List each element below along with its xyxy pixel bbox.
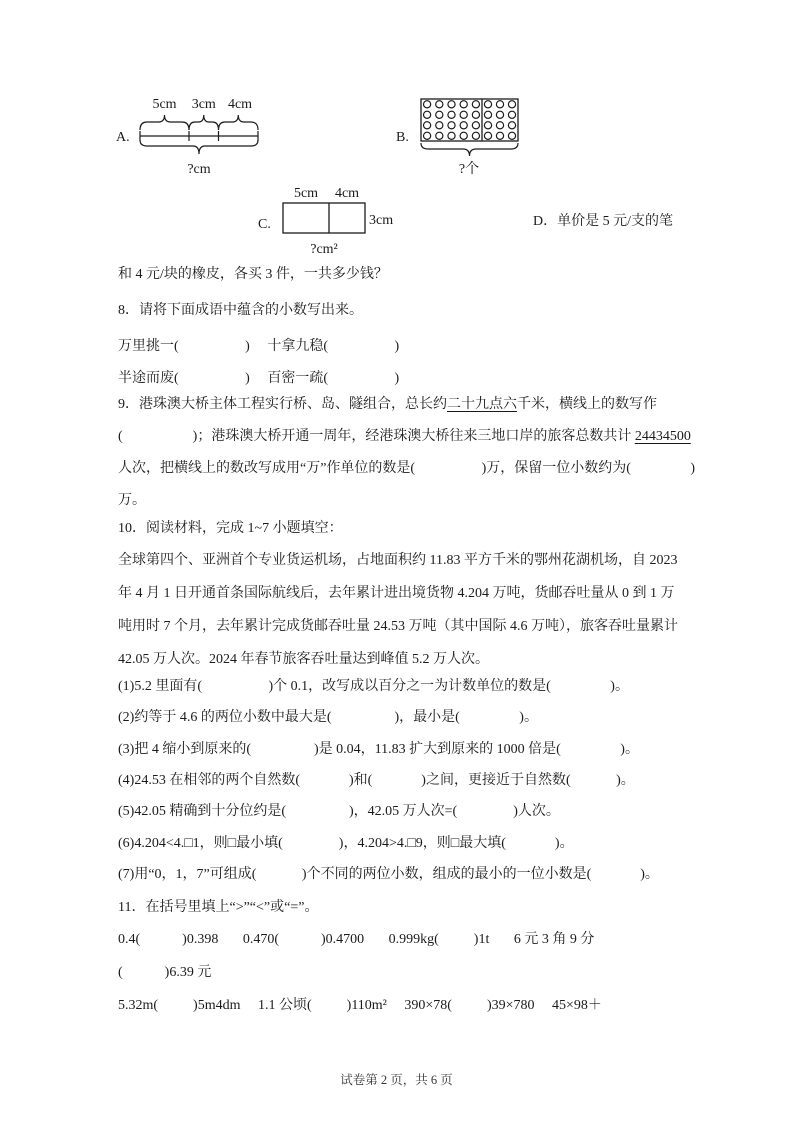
q8-idiom-row-1: 万里挑一( ) 十拿九稳( ) [118, 339, 400, 354]
optionB-count-brace [421, 143, 518, 156]
optionA-segment-label-3cm: 3cm [191, 97, 216, 112]
optionA-total-label: ?cm [187, 162, 211, 177]
grid-dot [436, 132, 443, 139]
grid-dot [484, 111, 491, 118]
grid-dot [484, 132, 491, 139]
q9-line-2 [118, 427, 691, 447]
grid-dot [460, 101, 467, 108]
grid-dot [424, 132, 431, 139]
q11-stem: 11．在括号里填上“>”“<”或“=”。 [118, 900, 319, 915]
q7-continuation-line: 和 4 元/块的橡皮，各买 3 件，一共多少钱？ [118, 267, 388, 282]
optionC-width-left-label: 5cm [293, 186, 319, 201]
q9-line-3: 人次，把横线上的数改写成用“万”作单位的数是( )万，保留一位小数约为( ) [118, 461, 696, 476]
optionA-brace-3cm [189, 115, 219, 130]
dot-grid-b [424, 101, 516, 140]
q9-underlined-words: 二十九点六 [447, 397, 517, 412]
q9-stem-text: 9．港珠澳大桥主体工程实行桥、岛、隧组合，总长约 [118, 397, 447, 412]
q9-stem-text-2: 千米，横线上的数写作 [517, 397, 657, 412]
optionD-text: D．单价是 5 元/支的笔 [533, 214, 673, 229]
grid-dot [496, 132, 503, 139]
q9-line-2-text: ( )；港珠澳大桥开通一周年，经港珠澳大桥往来三地口岸的旅客总数共计 [118, 429, 635, 444]
optionB-label: B. [396, 130, 409, 145]
grid-dot [424, 101, 431, 108]
grid-dot [424, 111, 431, 118]
grid-dot [436, 122, 443, 129]
grid-dot [424, 122, 431, 129]
grid-dot [496, 111, 503, 118]
grid-dot [448, 111, 455, 118]
q10-material-line-4: 42.05 万人次。2024 年春节旅客吞吐量达到峰值 5.2 万人次。 [118, 652, 489, 667]
grid-dot [508, 101, 515, 108]
grid-dot [448, 101, 455, 108]
grid-dot [508, 122, 515, 129]
q10-material-line-3: 吨用时 7 个月，去年累计完成货邮吞吐量 24.53 万吨（其中国际 4.6 万吨），旅客吞吐量累计 [118, 619, 678, 634]
q10-blank-5: (5)42.05 精确到十分位约是( )，42.05 万人次=( )人次。 [118, 804, 560, 819]
q10-material-line-2: 年 4 月 1 日开通首条国际航线后，去年累计进出境货物 4.204 万吨，货邮吞吐量从 0 到 1 万 [118, 586, 675, 601]
q10-blank-4: (4)24.53 在相邻的两个自然数( )和( )之间，更接近于自然数( )。 [118, 773, 635, 788]
optionC-label: C. [258, 217, 271, 232]
q10-stem: 10．阅读材料，完成 1~7 小题填空： [118, 521, 343, 536]
optionA-label: A. [116, 130, 130, 145]
q10-blank-3: (3)把 4 缩小到原来的( )是 0.04，11.83 扩大到原来的 1000 倍是( )。 [118, 742, 639, 757]
q10-blank-1: (1)5.2 里面有( )个 0.1，改写成以百分之一为计数单位的数是( )。 [118, 679, 629, 694]
optionB-diagram [388, 93, 533, 188]
q11-row-1: 0.4( )0.398 0.470( )0.4700 0.999kg( )1t 6 元 3 角 9 分 [118, 932, 595, 947]
q9-underlined-number: 24434500 [634, 429, 691, 444]
q8-idiom-row-2: 半途而废( ) 百密一疏( ) [118, 371, 400, 386]
grid-dot [472, 132, 479, 139]
optionC-box [283, 203, 365, 233]
optionA-segment-label-5cm: 5cm [152, 97, 177, 112]
grid-dot [460, 111, 467, 118]
grid-dot [472, 122, 479, 129]
q10-blank-2: (2)约等于 4.6 的两位小数中最大是( )，最小是( )。 [118, 710, 538, 725]
optionB-count-label: ?个 [458, 162, 480, 177]
optionA-brace-4cm [219, 115, 259, 130]
q10-material-line-1: 全球第四个、亚洲首个专业货运机场，占地面积约 11.83 平方千米的鄂州花湖机场，自 2023 [118, 553, 678, 568]
grid-dot [436, 101, 443, 108]
grid-dot [472, 101, 479, 108]
grid-dot [448, 132, 455, 139]
q11-row-2: ( )6.39 元 [118, 965, 212, 980]
grid-dot [484, 122, 491, 129]
page-footer: 试卷第 2 页，共 6 页 [340, 1073, 453, 1087]
q9-stem-line [118, 395, 657, 415]
grid-dot [448, 122, 455, 129]
grid-dot [460, 132, 467, 139]
optionA-diagram [114, 93, 289, 188]
optionA-segment-label-4cm: 4cm [227, 97, 253, 112]
grid-dot [496, 122, 503, 129]
grid-dot [496, 101, 503, 108]
optionC-height-label: 3cm [369, 213, 394, 228]
optionA-brace-5cm [140, 115, 189, 130]
q11-row-3: 5.32m( )5m4dm 1.1 公顷( )110m² 390×78( )39×780 45×98＋ [118, 998, 602, 1013]
grid-dot [484, 101, 491, 108]
grid-dot [436, 111, 443, 118]
q10-blank-6: (6)4.204<4.□1，则□最小填( )，4.204>4.□9，则□最大填( )。 [118, 836, 574, 851]
optionC-diagram [252, 183, 417, 263]
grid-dot [508, 111, 515, 118]
q9-line-4: 万。 [118, 493, 146, 508]
grid-dot [472, 111, 479, 118]
grid-dot [508, 132, 515, 139]
q10-blank-7: (7)用“0，1，7”可组成( )个不同的两位小数，组成的最小的一位小数是( )。 [118, 867, 659, 882]
grid-dot [460, 122, 467, 129]
q8-stem: 8．请将下面成语中蕴含的小数写出来。 [118, 303, 363, 318]
optionC-area-label: ?cm² [310, 242, 338, 257]
optionA-total-brace [140, 140, 258, 154]
optionC-width-right-label: 4cm [334, 186, 360, 201]
